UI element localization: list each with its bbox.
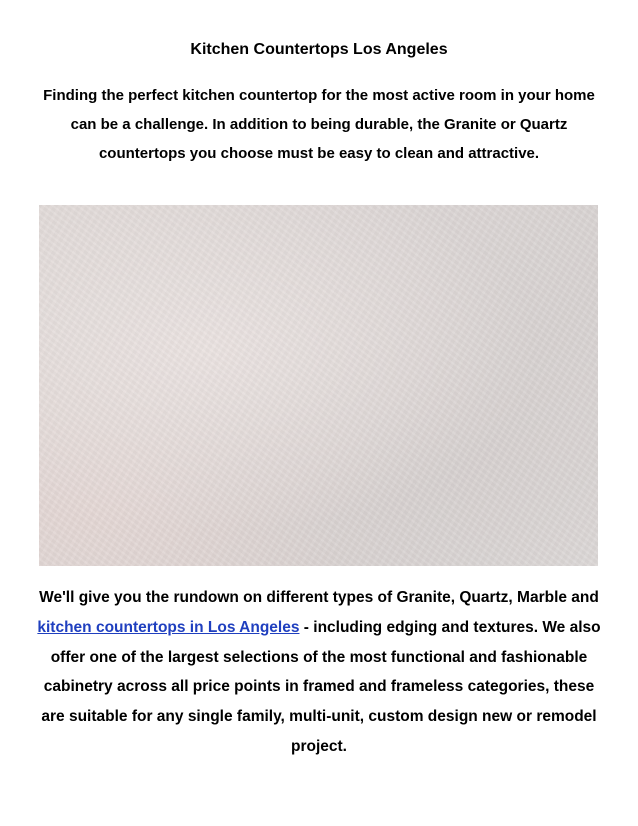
intro-paragraph: Finding the perfect kitchen countertop for the most active room in your home can be a challenge. In addition to being durable, the Granite or Quartz countertops you choose must be easy to clean and attractive. [43,87,595,162]
body-text-after-link: - including edging and textures. We also offer one of the largest selections of the most functional and fashionable cabinetry across all price points in framed and frameless categories, these are suitable for any single family, multi-unit, custom design new or remodel project. [41,618,601,755]
body-paragraph [30,583,608,762]
body-text-before-link: We'll give you the rundown on different types of Granite, Quartz, Marble and [39,589,599,606]
kitchen-countertops-link[interactable]: kitchen countertops in Los Angeles [37,618,300,636]
stone-texture [39,205,598,566]
page-title: Kitchen Countertops Los Angeles [190,41,448,58]
countertop-stone-image [39,205,598,566]
